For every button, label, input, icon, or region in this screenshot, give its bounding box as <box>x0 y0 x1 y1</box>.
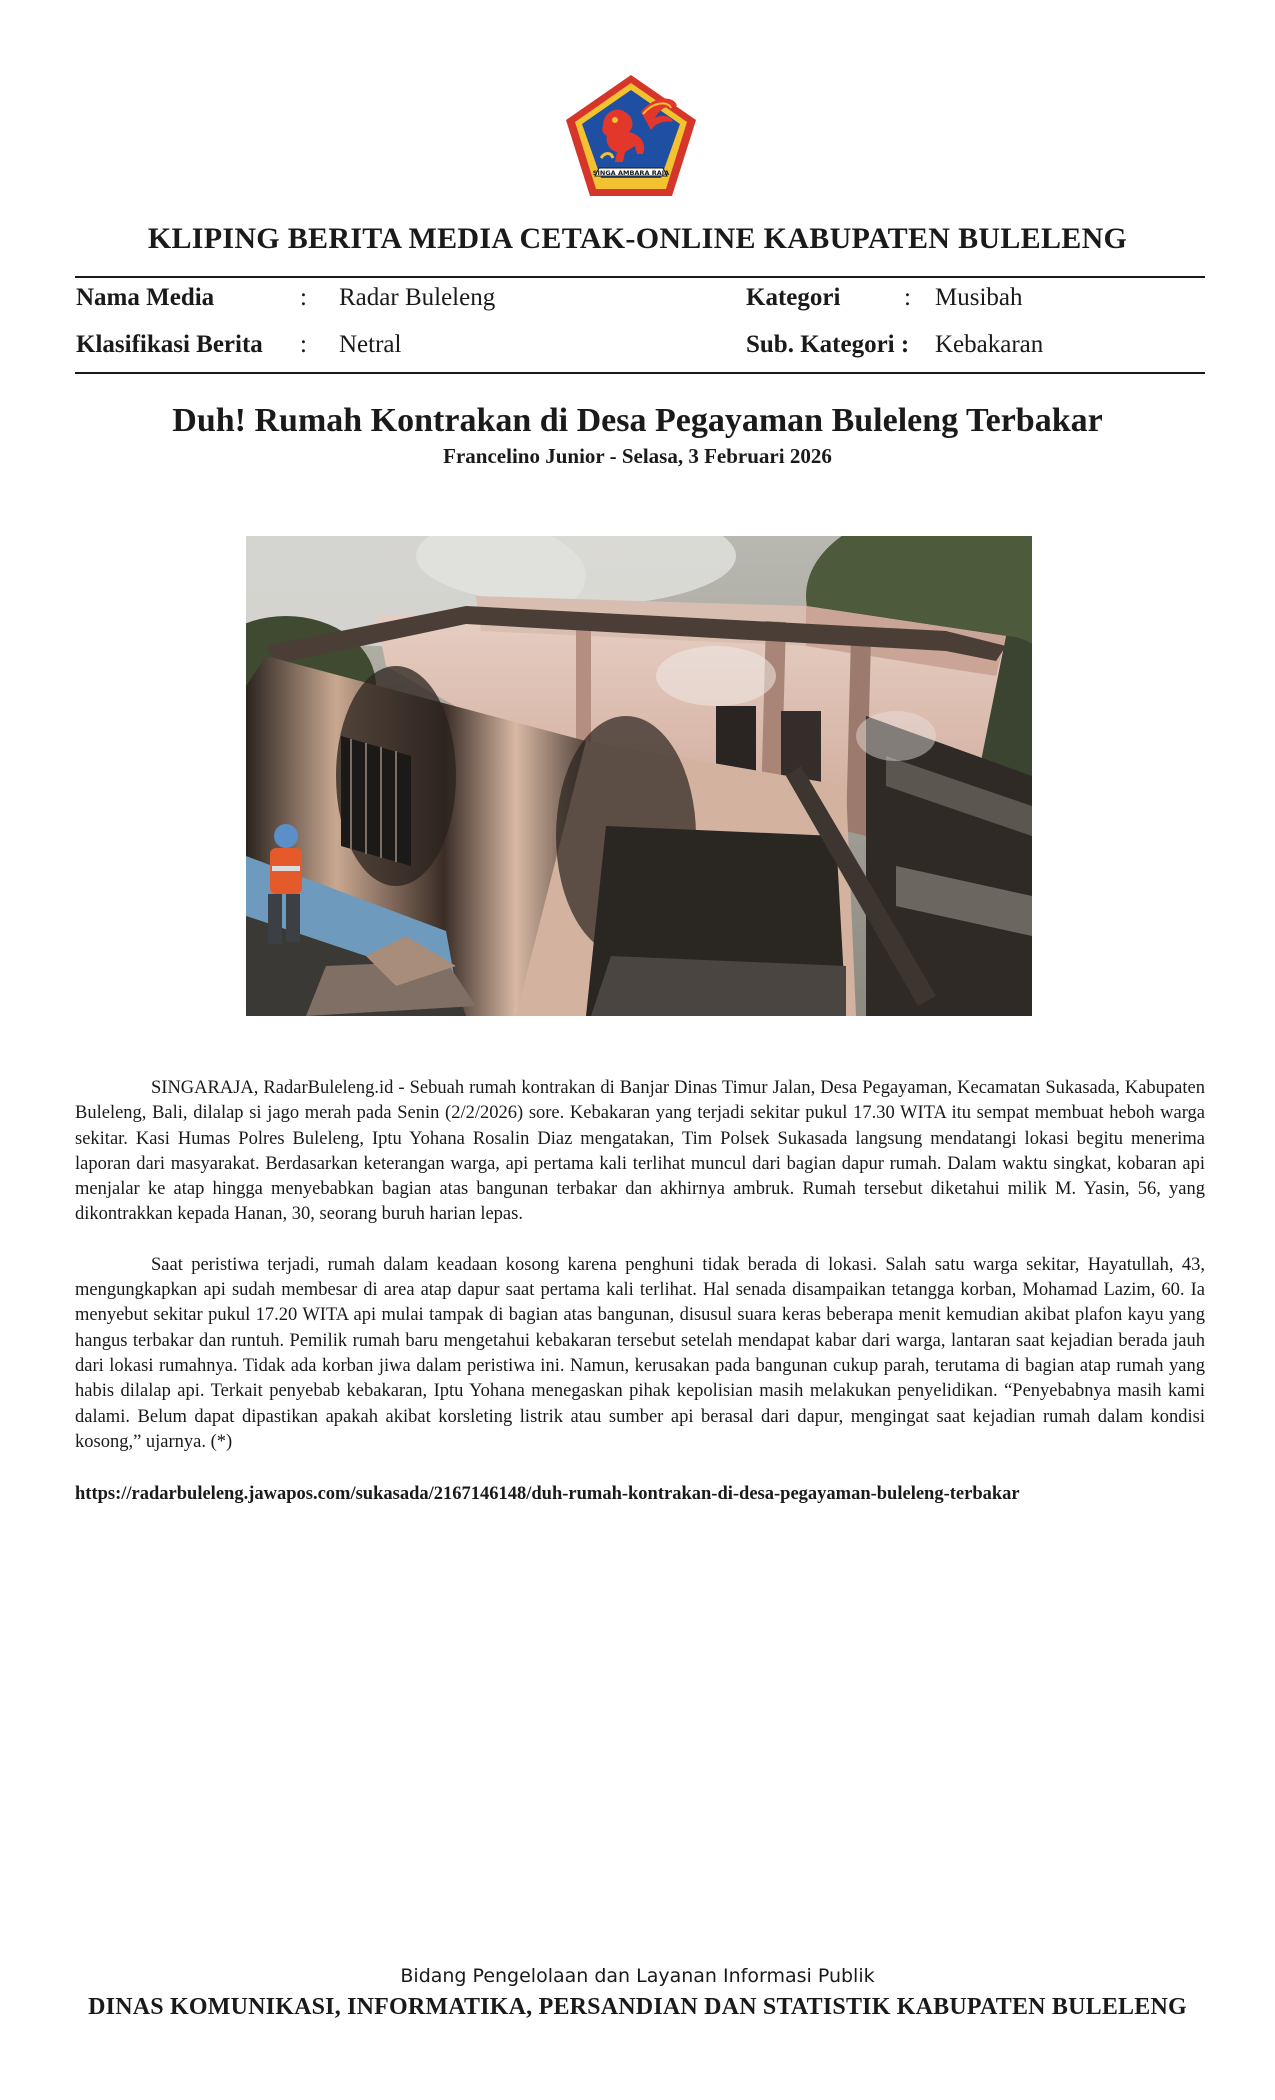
media-label: Nama Media <box>76 284 215 311</box>
media-value: Radar Buleleng <box>339 284 496 311</box>
emblem-graphic <box>563 72 699 200</box>
category-colon: : <box>904 284 911 311</box>
header-bottom-rule <box>75 372 1205 374</box>
classification-value: Netral <box>339 331 402 358</box>
header-top-rule <box>75 276 1205 278</box>
category-value: Musibah <box>935 284 1023 311</box>
article-paragraph-1: SINGARAJA, RadarBuleleng.id - Sebuah rumah kontrakan di Banjar Dinas Timur Jalan, Desa Pegayaman, Kecamatan Sukasada, Kabupaten Buleleng, Bali, dilalap si jago merah pada Senin (2/2/2026) sore. Kebakaran yang terjadi sekitar pukul 17.30 WITA itu sempat membuat heboh warga sekitar. Kasi Humas Polres Buleleng, Iptu Yohana Rosalin Diaz mengatakan, Tim Polsek Sukasada langsung mendatangi lokasi begitu menerima laporan dari masyarakat. Berdasarkan keterangan warga, api pertama kali terlihat muncul dari bagian dapur rumah. Dalam waktu singkat, kobaran api menjalar ke atap hingga menyebabkan bagian atas bangunan terbakar dan akhirnya ambruk. Rumah tersebut diketahui milik M. Yasin, 56, yang dikontrakkan kepada Hanan, 30, seorang buruh harian lepas. <box>75 1078 1205 1225</box>
source-link[interactable]: https://radarbuleleng.jawapos.com/sukasada/2167146148/duh-rumah-kontrakan-di-desa-pegayaman-buleleng-terbakar <box>75 1484 1020 1504</box>
singa-ambara-raja-emblem-icon <box>563 72 699 200</box>
article-title: Duh! Rumah Kontrakan di Desa Pegayaman Buleleng Terbakar <box>172 402 1103 439</box>
subcategory-label: Sub. Kategori : <box>746 331 910 358</box>
meta-row-classification <box>0 328 1275 362</box>
classification-label: Klasifikasi Berita <box>76 331 263 358</box>
emblem-motto: SINGA AMBARA RAJA <box>592 169 670 177</box>
subcategory-value: Kebakaran <box>935 331 1044 358</box>
article-paragraph-2: Saat peristiwa terjadi, rumah dalam keadaan kosong karena penghuni tidak berada di lokasi. Salah satu warga sekitar, Hayatullah, 43, mengungkapkan api sudah membesar di area atap dapur saat pertama kali terlihat. Hal senada disampaikan tetangga korban, Mohamad Lazim, 60. Ia menyebut sekitar pukul 17.20 WITA api mulai tampak di bagian atas bangunan, disusul suara keras beberapa menit kemudian akibat plafon kayu yang hangus terbakar dan runtuh. Pemilik rumah baru mengetahui kebakaran tersebut setelah mendapat kabar dari warga, lantaran saat kejadian berada jauh dari lokasi rumahnya. Tidak ada korban jiwa dalam peristiwa ini. Namun, kerusakan pada bangunan cukup parah, terutama di bagian atap rumah yang habis dilalap api. Terkait penyebab kebakaran, Iptu Yohana menegaskan pihak kepolisian masih melakukan penyelidikan. “Penyebabnya masih kami dalami. Belum dapat dipastikan apakah akibat korsleting listrik atau sumber api berasal dari dapur, mengingat saat kejadian rumah dalam kondisi kosong,” ujarnya. (*) <box>75 1254 1205 1452</box>
category-label: Kategori <box>746 284 841 311</box>
burned-house-illustration <box>246 536 1032 1016</box>
burned-house-photo <box>246 536 1032 1016</box>
footer-agency: DINAS KOMUNIKASI, INFORMATIKA, PERSANDIAN DAN STATISTIK KABUPATEN BULELENG <box>88 1994 1187 2020</box>
article-byline: Francelino Junior - Selasa, 3 Februari 2026 <box>443 444 832 468</box>
classification-colon: : <box>300 331 307 358</box>
footer-unit: Bidang Pengelolaan dan Layanan Informasi Publik <box>400 1965 875 1987</box>
article-body <box>75 1076 1205 1480</box>
meta-row-media <box>0 281 1275 315</box>
media-colon: : <box>300 284 307 311</box>
clipping-title: KLIPING BERITA MEDIA CETAK-ONLINE KABUPATEN BULELENG <box>147 222 1128 255</box>
